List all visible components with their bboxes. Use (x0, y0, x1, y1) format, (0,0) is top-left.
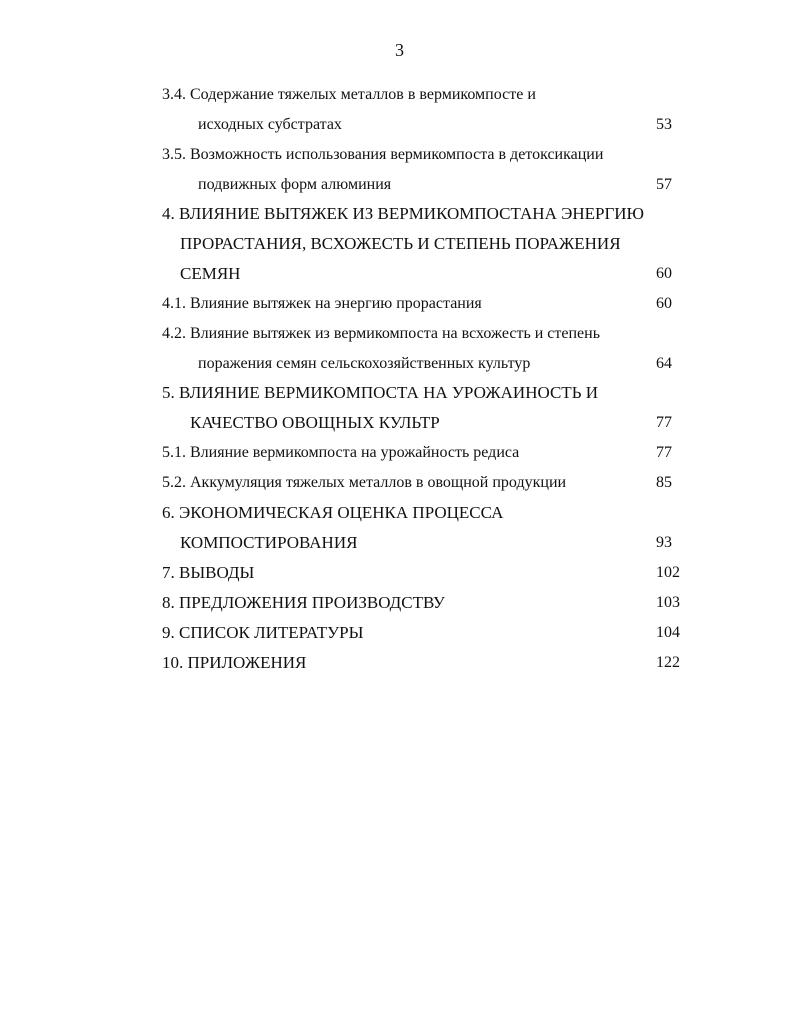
toc-line: ПРОРАСТАНИЯ, ВСХОЖЕСТЬ И СТЕПЕНЬ ПОРАЖЕНИЯ (180, 234, 621, 253)
toc-page-number: 93 (656, 534, 672, 551)
toc-line: поражения семян сельскохозяйственных культур (198, 355, 531, 372)
toc-line: 4.1. Влияние вытяжек на энергию прорастания (162, 295, 482, 312)
toc-line: 10. ПРИЛОЖЕНИЯ (162, 653, 307, 672)
toc-line: 8. ПРЕДЛОЖЕНИЯ ПРОИЗВОДСТВУ (162, 593, 445, 612)
toc-line: 4. ВЛИЯНИЕ ВЫТЯЖЕК ИЗ ВЕРМИКОМПОСТАНА ЭНЕРГИЮ (162, 204, 645, 223)
toc-line: 3.5. Возможность использования вермикомпоста в детоксикации (162, 146, 604, 163)
toc-line: 9. СПИСОК ЛИТЕРАТУРЫ (162, 623, 364, 642)
toc-line: КАЧЕСТВО ОВОЩНЫХ КУЛЬТР (190, 413, 440, 432)
toc-line: СЕМЯН (180, 264, 241, 283)
toc-line: 5.1. Влияние вермикомпоста на урожайность редиса (162, 444, 520, 461)
toc-page-number: 57 (656, 176, 672, 193)
toc-line: 6. ЭКОНОМИЧЕСКАЯ ОЦЕНКА ПРОЦЕССА (162, 503, 504, 522)
toc-page-number: 85 (656, 474, 672, 491)
toc-line: КОМПОСТИРОВАНИЯ (180, 533, 358, 552)
toc-page-number: 122 (656, 654, 680, 671)
toc-page-number: 102 (656, 564, 680, 581)
toc-line: подвижных форм алюминия (198, 176, 392, 193)
toc-page-number: 103 (656, 594, 680, 611)
toc-page-number: 53 (656, 116, 672, 133)
toc-line: 4.2. Влияние вытяжек из вермикомпоста на всхожесть и степень (162, 325, 601, 342)
toc-page-number: 77 (656, 414, 672, 431)
toc-page-number: 64 (656, 355, 672, 372)
toc-line: 5.2. Аккумуляция тяжелых металлов в овощной продукции (162, 474, 567, 491)
toc-line: 7. ВЫВОДЫ (162, 563, 255, 582)
toc-line: 3.4. Содержание тяжелых металлов в вермикомпосте и (162, 86, 536, 103)
toc-line: 5. ВЛИЯНИЕ ВЕРМИКОМПОСТА НА УРОЖАИНОСТЬ И (162, 383, 598, 402)
toc-page-number: 60 (656, 265, 672, 282)
toc-page-number: 60 (656, 295, 672, 312)
toc-page-number: 77 (656, 444, 672, 461)
toc-page-number: 104 (656, 624, 680, 641)
page-number: 3 (395, 40, 404, 60)
toc-line: исходных субстратах (198, 116, 342, 133)
